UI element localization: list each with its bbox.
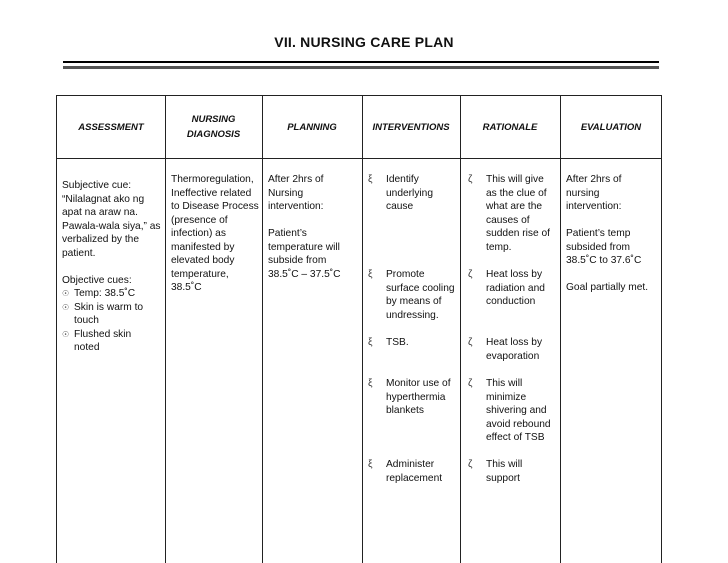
column-divider xyxy=(165,96,166,563)
zeta-bullet-icon: ζ xyxy=(468,459,473,470)
header-planning: PLANNING xyxy=(287,121,337,133)
objective-item: ☉ Skin is warm to xyxy=(62,301,144,313)
header-nursing-diagnosis: NURSING DIAGNOSIS xyxy=(186,114,241,140)
title-divider-thin xyxy=(63,61,659,63)
title-divider-thick xyxy=(63,66,659,69)
objective-cues-label: Objective cues: xyxy=(62,274,132,286)
zeta-bullet-icon: ζ xyxy=(468,269,473,280)
zeta-bullet-icon: ζ xyxy=(468,174,473,185)
xi-bullet-icon: ξ xyxy=(368,459,373,470)
assessment-line: verbalized by the xyxy=(62,234,140,245)
assessment-cell: Subjective cue: “Nilalagnat ako ng apat na araw na. Pawala-wala siya,” as verbalized by the patient. Objective cues: ☉ Temp: 38.5˚C ☉ Skin is warm to touch ☉ Flushed skin noted xyxy=(62,179,164,355)
sun-bullet-icon: ☉ xyxy=(62,329,70,339)
xi-bullet-icon: ξ xyxy=(368,337,373,348)
xi-bullet-icon: ξ xyxy=(368,174,373,185)
diagnosis-cell: Thermoregulation, Ineffective related to Disease Process (presence of infection) as manifested by elevated body temperature, 38.5˚C xyxy=(171,174,259,293)
assessment-line: apat na araw na. xyxy=(62,207,138,218)
header-assessment: ASSESSMENT xyxy=(78,121,144,133)
sun-bullet-icon: ☉ xyxy=(62,289,70,298)
objective-item: ☉ Flushed skin xyxy=(62,328,132,340)
header-interventions: INTERVENTIONS xyxy=(372,121,450,133)
zeta-bullet-icon: ζ xyxy=(468,337,473,348)
assessment-line: patient. xyxy=(62,247,96,259)
assessment-line: “Nilalagnat ako ng xyxy=(62,193,145,205)
column-divider xyxy=(560,96,561,563)
page-title: VII. NURSING CARE PLAN xyxy=(274,34,454,50)
assessment-line: Pawala-wala siya,” as xyxy=(62,220,161,232)
column-divider xyxy=(262,96,263,563)
care-plan-table: ASSESSMENT NURSING DIAGNOSIS PLANNING INTERVENTIONS RATIONALE EVALUATION Subjective cue: “Nilalagnat ako ng apat na araw na. Pawala-wala siya,” as verbalized by the patient. Objective cues: ☉ Temp: 38.5˚C ☉ Skin is warm to touch ☉ Flushed skin noted Thermoregulation, Ineffective related to Disease Process (presence of infection) as manifested by elevated body temperature, 38.5˚C After 2hrs of Nursing intervention: Patient’s temperature will subside from 38.5˚C – 37.5˚C ξ Identify underlying cause ξ Promote surface cooling by means of undressing. ξ TSB. ξ Monitor use of hyperthermia blankets ξ Administer replacement ζ This will give as the clue of what are the causes of sudden rise of temp. ζ Heat loss by radiation and conduction ζ Heat loss by evaporation ζ This will minimize shivering and avoid rebound effect of TSB ζ This will support After 2hrs of nursing intervention: Patient’s temp subsided from 38.5˚C to 37.6˚C Goal partially met. xyxy=(56,95,662,563)
column-divider xyxy=(460,96,461,563)
header-evaluation: EVALUATION xyxy=(580,121,642,133)
sun-bullet-icon: ☉ xyxy=(62,302,70,312)
assessment-line: Subjective cue: xyxy=(62,180,132,191)
objective-item: ☉ Temp: 38.5˚C xyxy=(62,288,136,299)
header-rationale: RATIONALE xyxy=(482,121,538,133)
column-divider xyxy=(362,96,363,563)
evaluation-cell: After 2hrs of nursing intervention: Patient’s temp subsided from 38.5˚C to 37.6˚C Goal partially met. xyxy=(566,174,649,293)
header-divider xyxy=(57,158,661,159)
planning-cell: After 2hrs of Nursing intervention: Patient’s temperature will subside from 38.5˚C – 37.5˚C xyxy=(268,174,341,280)
xi-bullet-icon: ξ xyxy=(368,378,373,389)
zeta-bullet-icon: ζ xyxy=(468,378,473,389)
xi-bullet-icon: ξ xyxy=(368,269,373,280)
